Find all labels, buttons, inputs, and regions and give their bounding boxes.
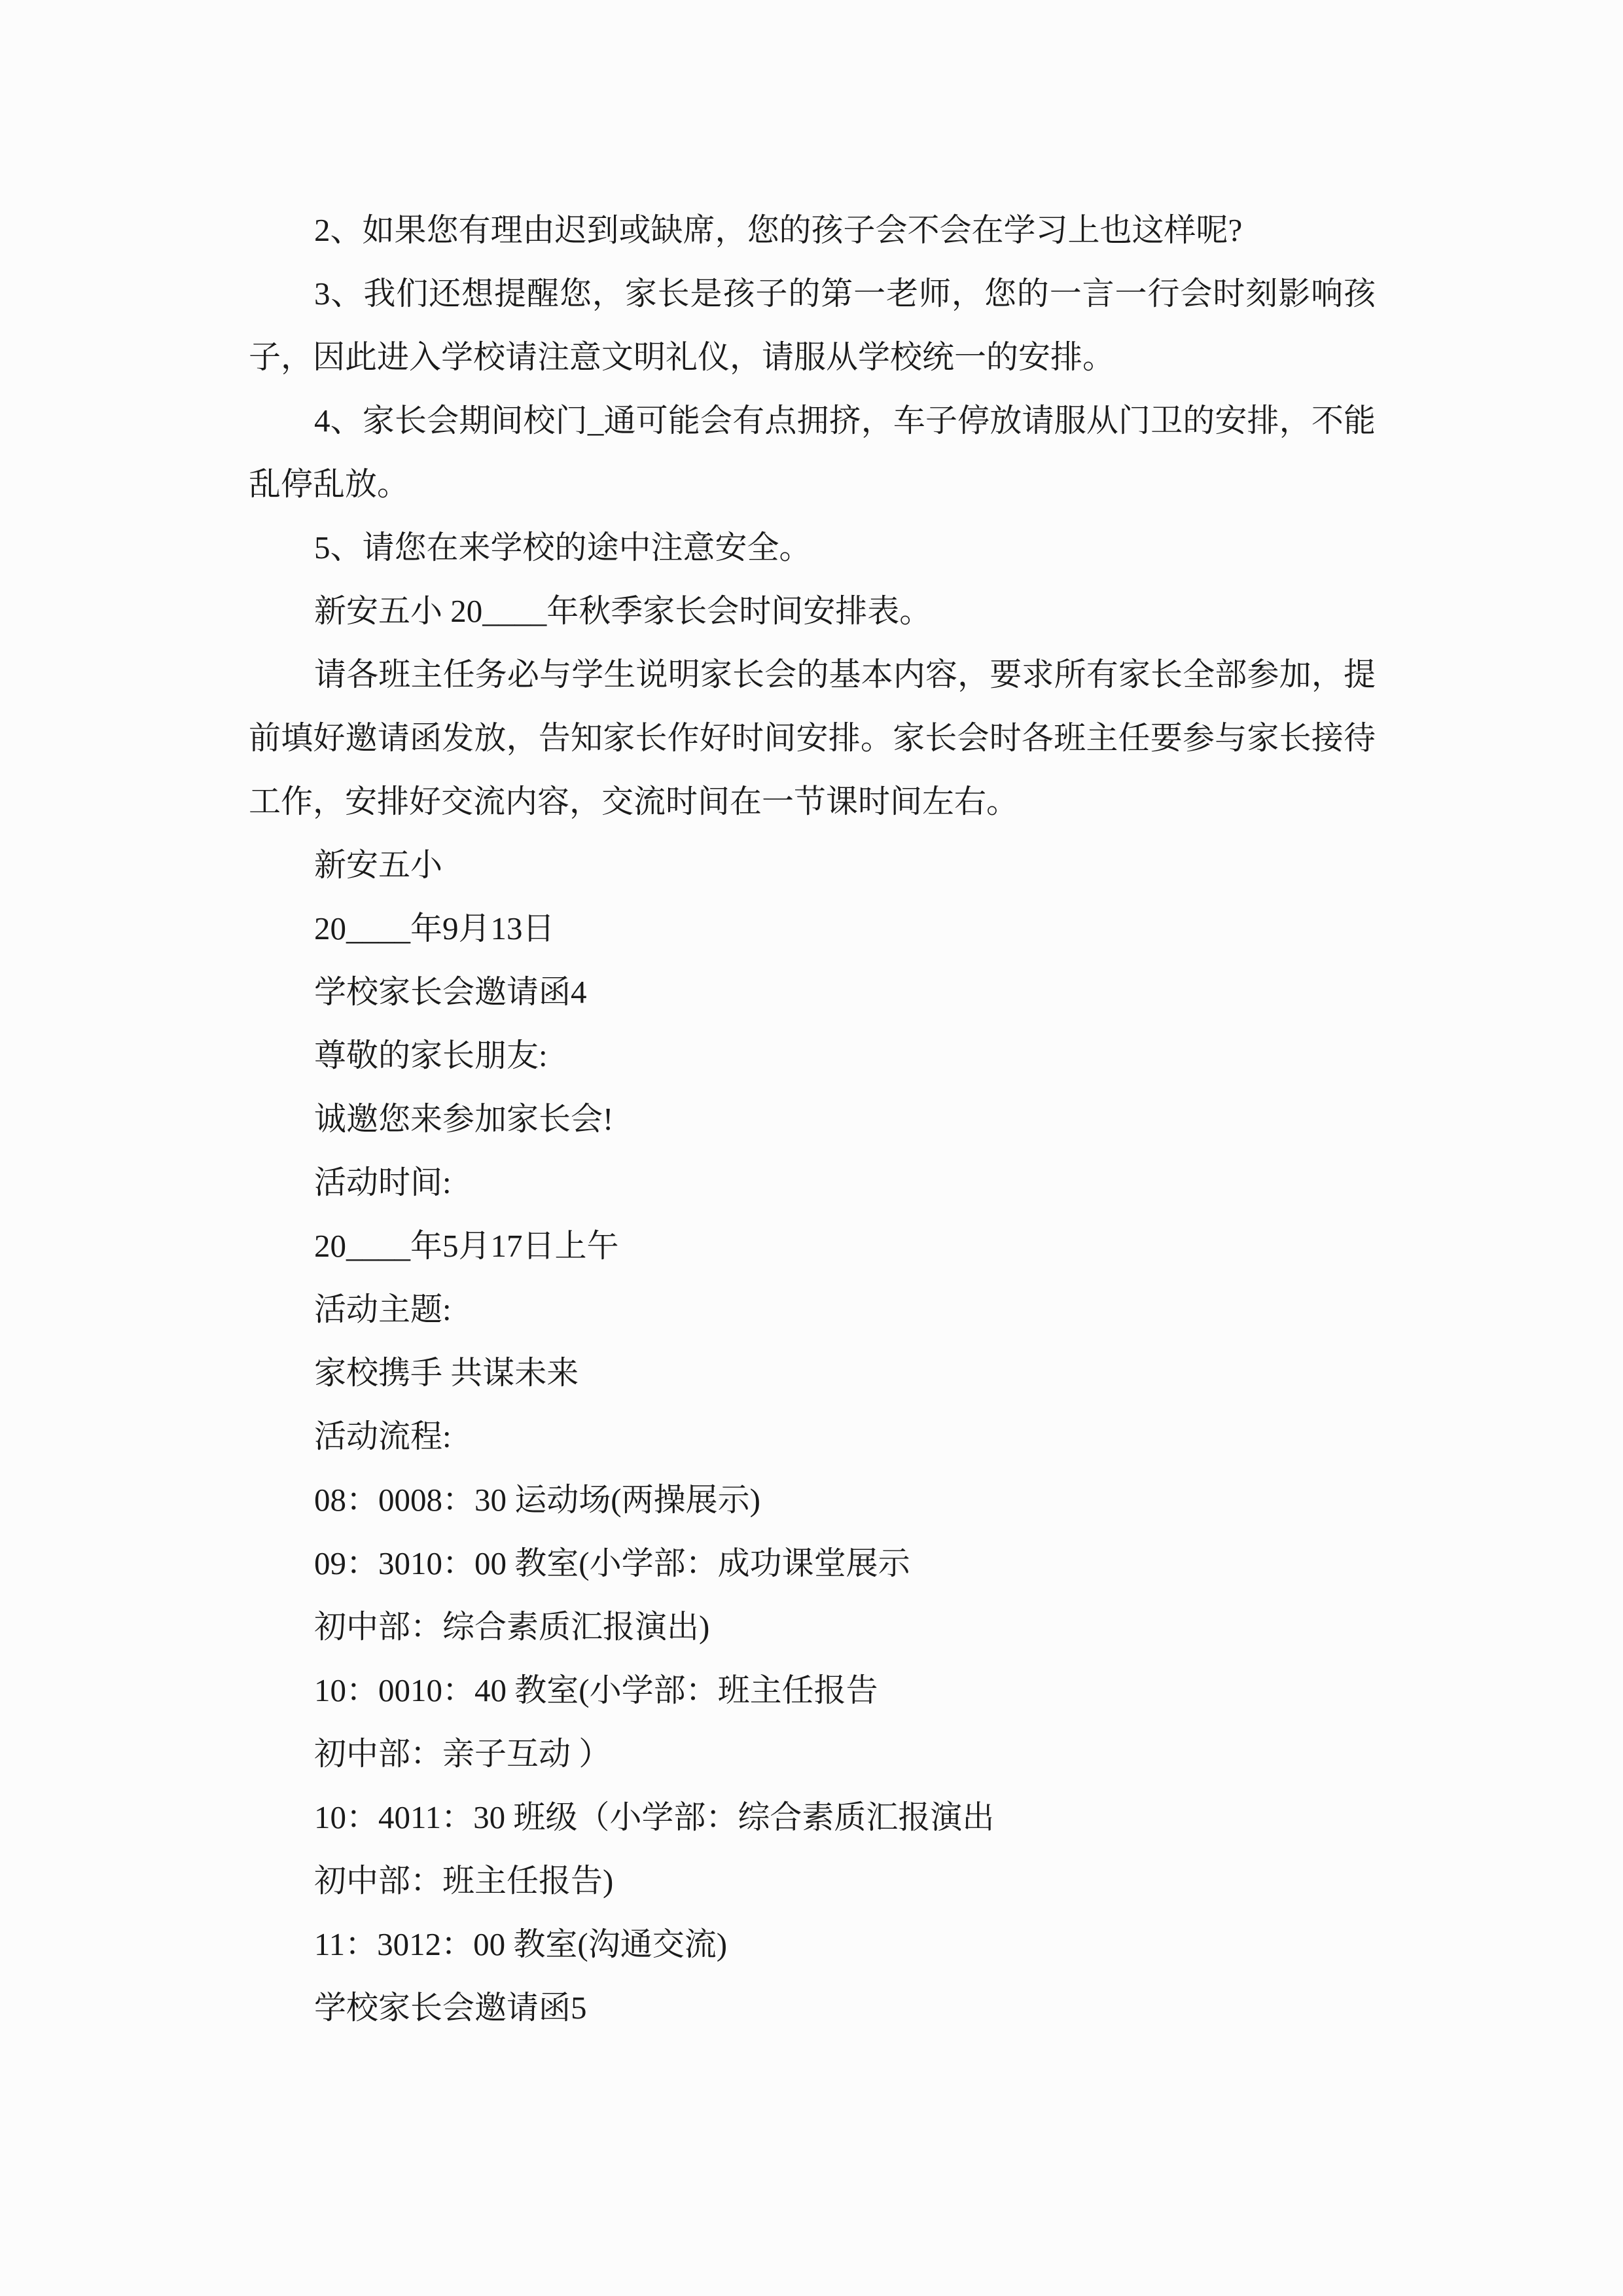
paragraph-line: 4、家长会期间校门_通可能会有点拥挤，车子停放请服从门卫的安排，不能 <box>314 403 1376 439</box>
schedule-table-title-line: 新安五小 20____年秋季家长会时间安排表。 <box>314 593 932 629</box>
salutation-line: 尊敬的家长朋友: <box>314 1037 548 1073</box>
activity-time-label-line: 活动时间: <box>314 1164 452 1200</box>
paragraph-continuation-line: 乱停乱放。 <box>249 466 410 502</box>
schedule-item-line: 09：3010：00 教室(小学部：成功课堂展示 <box>314 1545 910 1581</box>
schedule-item-continuation-line: 初中部：综合素质汇报演出) <box>314 1609 710 1645</box>
heading-invitation-5: 学校家长会邀请函5 <box>314 1990 587 2026</box>
paragraph-continuation-line: 工作，安排好交流内容，交流时间在一节课时间左右。 <box>249 783 1019 819</box>
signature-date-line: 20____年9月13日 <box>314 910 555 946</box>
activity-schedule-label-line: 活动流程: <box>314 1418 452 1454</box>
signature-school-line: 新安五小 <box>314 847 443 883</box>
schedule-item-continuation-line: 初中部：班主任报告) <box>314 1863 614 1899</box>
paragraph-line: 3、我们还想提醒您，家长是孩子的第一老师，您的一言一行会时刻影响孩 <box>314 276 1376 312</box>
heading-invitation-4: 学校家长会邀请函4 <box>314 974 587 1010</box>
paragraph-continuation-line: 子，因此进入学校请注意文明礼仪，请服从学校统一的安排。 <box>249 339 1115 375</box>
activity-time-value-line: 20____年5月17日上午 <box>314 1228 619 1264</box>
schedule-item-line: 10：0010：40 教室(小学部：班主任报告 <box>314 1672 878 1708</box>
activity-theme-label-line: 活动主题: <box>314 1291 452 1327</box>
schedule-item-line: 11：3012：00 教室(沟通交流) <box>314 1926 728 1962</box>
paragraph-line: 5、请您在来学校的途中注意安全。 <box>314 529 812 565</box>
invitation-sentence-line: 诚邀您来参加家长会! <box>314 1101 614 1137</box>
paragraph-line: 2、如果您有理由迟到或缺席，您的孩子会不会在学习上也这样呢? <box>314 212 1243 248</box>
paragraph-continuation-line: 前填好邀请函发放，告知家长作好时间安排。家长会时各班主任要参与家长接待 <box>249 720 1376 756</box>
document-body <box>249 198 1376 2039</box>
activity-theme-value-line: 家校携手 共谋未来 <box>314 1355 579 1391</box>
schedule-item-line: 10：4011：30 班级（小学部：综合素质汇报演出 <box>314 1799 995 1835</box>
schedule-item-continuation-line: 初中部：亲子互动 ） <box>314 1736 611 1772</box>
schedule-item-line: 08：0008：30 运动场(两操展示) <box>314 1482 760 1518</box>
paragraph-line: 请各班主任务必与学生说明家长会的基本内容，要求所有家长全部参加，提 <box>314 656 1376 692</box>
